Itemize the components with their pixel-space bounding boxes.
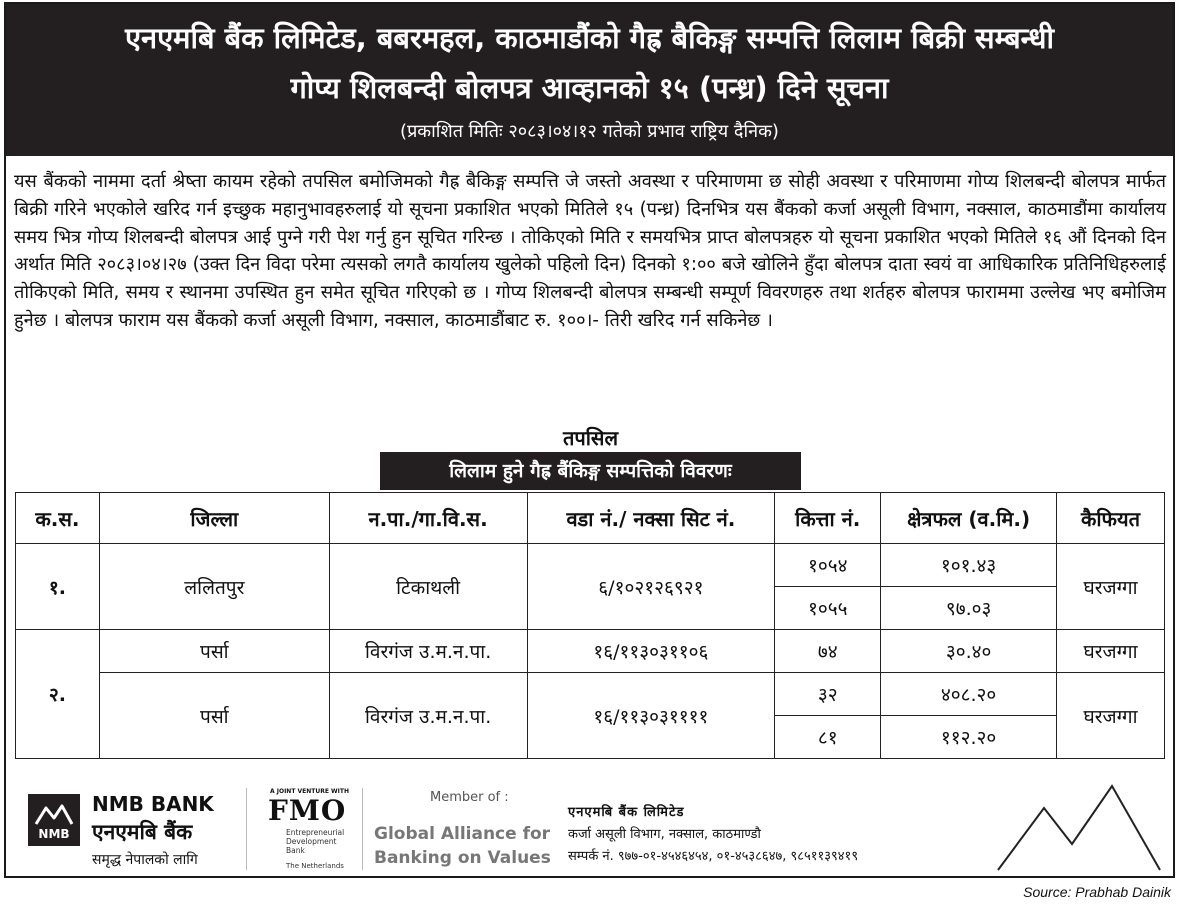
cell-plot: ३२ xyxy=(775,673,881,716)
footer xyxy=(6,778,1173,876)
address-bank-name: एनएमबि बैंक लिमिटेड xyxy=(568,805,685,820)
cell-sn: १. xyxy=(16,544,100,630)
cell-plot: ८१ xyxy=(775,716,881,759)
member-of-label: Member of : xyxy=(430,790,509,805)
address-contact: सम्पर्क नं. ९७७-०१-४५४६४५४, ०१-४५३८६४७, ९८५११३९४१९ xyxy=(568,849,859,864)
nmb-tagline: समृद्ध नेपालको लागि xyxy=(92,852,198,868)
cell-ward: १६/११३०३११११ xyxy=(527,673,775,759)
cell-area: ९७.०३ xyxy=(881,587,1057,630)
notice-paragraph: यस बैंकको नाममा दर्ता श्रेष्ता कायम रहेको तपसिल बमोजिमको गैह्र बैकिङ्ग सम्पत्ति जे जस्तो अवस्था र परिमाणमा छ सोही अवस्था र परिमाणमा गोप्य शिलबन्दी बोलपत्र मार्फत बिक्री गरिने भएकोले खरिद गर्न इच्छुक महानुभावहरुलाई यो सूचना प्रकाशित भएको मितिले १५ (पन्ध्र) दिनभित्र यस बैंकको कर्जा असूली विभाग, नक्साल, काठमाडौंमा कार्यालय समय भित्र गोप्य शिलबन्दी बोलपत्र आई पुग्ने गरी पेश गर्नु हुन सूचित गरिन्छ । तोकिएको मिति र समयभित्र प्राप्त बोलपत्रहरु यो सूचना प्रकाशित भएको मितिले १६ औं दिनको दिन अर्थात मिति २०८३।०४।२७ (उक्त दिन विदा परेमा त्यसको लगतै कार्यालय खुलेको पहिलो दिन) दिनको १:०० बजे खोलिने हुँदा बोलपत्र दाता स्वयं वा आधिकारिक प्रतिनिधिहरुलाई तोकिएको मिति, समय र स्थानमा उपस्थित हुन समेत सूचित गरिएको छ । गोप्य शिलबन्दी बोलपत्र सम्बन्धी सम्पूर्ण विवरणहरु तथा शर्तहरु बोलपत्र फाराममा उल्लेख भए बमोजिम हुनेछ । बोलपत्र फाराम यस बैंकको कर्जा असूली विभाग, नक्साल, काठमाडौंबाट रु. १००।- तिरी खरिद गर्न सकिनेछ । xyxy=(14,171,1166,331)
cell-district: पर्सा xyxy=(99,630,329,673)
cell-district: पर्सा xyxy=(99,673,329,759)
notice-header xyxy=(6,4,1173,156)
cell-municipality: विरगंज उ.म.न.पा. xyxy=(329,673,527,759)
cell-district: ललितपुर xyxy=(99,544,329,630)
notice-title-line2: गोप्य शिलबन्दी बोलपत्र आव्हानको १५ (पन्ध्र) दिने सूचना xyxy=(290,71,889,105)
notice-title-line1: एनएमबि बैंक लिमिटेड, बबरमहल, काठमाडौंको गैह्र बैकिङ्ग सम्पत्ति लिलाम बिक्री सम्बन्धी xyxy=(124,21,1055,55)
table-header-row xyxy=(16,493,1165,544)
cell-remarks: घरजग्गा xyxy=(1057,630,1165,673)
fmo-joint-venture: A JOINT VENTURE WITH xyxy=(270,788,350,795)
header-district: जिल्ला xyxy=(99,493,329,544)
header-remarks: कैफियत xyxy=(1057,493,1165,544)
assets-table xyxy=(15,492,1165,759)
header-area: क्षेत्रफल (व.मि.) xyxy=(881,493,1057,544)
fmo-logo: FMO xyxy=(268,794,347,827)
header-municipality: न.पा./गा.वि.स. xyxy=(329,493,527,544)
fmo-country: The Netherlands xyxy=(286,862,344,870)
cell-plot: १०५५ xyxy=(775,587,881,630)
cell-remarks: घरजग्गा xyxy=(1057,544,1165,630)
header-ward: वडा नं./ नक्सा सिट नं. xyxy=(527,493,775,544)
cell-sn: २. xyxy=(16,630,100,759)
cell-ward: ६/१०२१२६९२१ xyxy=(527,544,775,630)
nmb-name-en: NMB BANK xyxy=(92,792,214,816)
table-row xyxy=(16,673,1165,716)
source-credit: Source: Prabhab Dainik xyxy=(1023,884,1171,900)
table-title: लिलाम हुने गैह्र बैंकिङ्ग सम्पत्तिको विवरणः xyxy=(380,452,801,490)
fmo-subtitle: Entrepreneurial Development Bank xyxy=(286,828,345,855)
publish-note: (प्रकाशित मितिः २०८३।०४।१२ गतेको प्रभाव राष्ट्रिय दैनिक) xyxy=(400,121,779,142)
address-department: कर्जा असूली विभाग, नक्साल, काठमाण्डौ xyxy=(568,827,761,842)
cell-area: ४०८.२० xyxy=(881,673,1057,716)
cell-area: ११२.२० xyxy=(881,716,1057,759)
footer-divider xyxy=(246,788,247,870)
table-row xyxy=(16,544,1165,587)
gabv-logo-line2: Banking on Values xyxy=(374,848,551,868)
nmb-name-np: एनएमबि बैंक xyxy=(92,820,193,844)
cell-ward: १६/११३०३११०६ xyxy=(527,630,775,673)
cell-area: १०१.४३ xyxy=(881,544,1057,587)
footer-divider xyxy=(362,788,363,870)
nmb-logo-text: NMB xyxy=(38,827,70,841)
gabv-logo-line1: Global Alliance for xyxy=(374,824,551,844)
cell-area: ३०.४० xyxy=(881,630,1057,673)
mountain-outline-icon xyxy=(994,782,1164,874)
schedule-heading: तपसिल xyxy=(562,426,619,450)
cell-municipality: विरगंज उ.म.न.पा. xyxy=(329,630,527,673)
header-sn: क.स. xyxy=(16,493,100,544)
nmb-logo xyxy=(28,794,80,846)
header-plot: कित्ता नं. xyxy=(775,493,881,544)
cell-remarks: घरजग्गा xyxy=(1057,673,1165,759)
cell-plot: ७४ xyxy=(775,630,881,673)
cell-plot: १०५४ xyxy=(775,544,881,587)
table-row xyxy=(16,630,1165,673)
cell-municipality: टिकाथली xyxy=(329,544,527,630)
